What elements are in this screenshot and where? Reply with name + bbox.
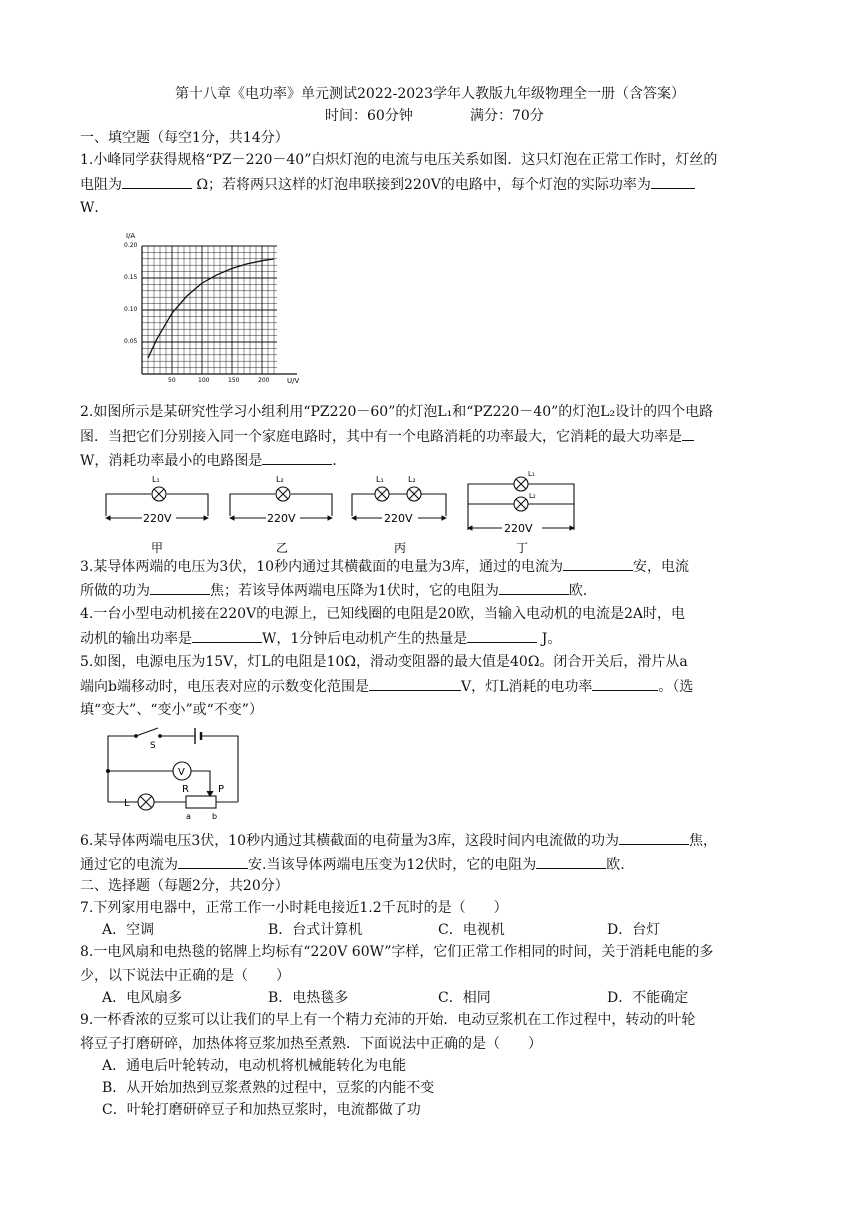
q2-line1: 2.如图所示是某研究性学习小组利用“PZ220－60”的灯泡L₁和“PZ220－40”的灯泡L₂设计的四个电路 <box>80 404 714 420</box>
q4-text-b: W，1分钟后电动机产生的热量是 <box>262 631 468 647</box>
q3-text-d: 焦；若该导体两端电压降为1伏时，它的电阻为 <box>210 583 499 599</box>
q3-text-e: 欧． <box>568 583 597 599</box>
q7-option-b[interactable]: B．台式计算机 <box>268 922 363 938</box>
q3-line1 <box>80 556 689 577</box>
q2-line2 <box>80 426 694 447</box>
yi-voltage: 220V <box>267 512 296 525</box>
q3-text-a: 3.某导体两端的电压为3伏，10秒内通过其横截面的电量为3库，通过的电流为 <box>80 559 563 575</box>
q6-line1 <box>80 830 717 851</box>
q6-line2 <box>80 854 625 875</box>
q4-line1: 4.一台小型电动机接在220V的电源上，已知线圈的电阻是20欧，当输入电动机的电流是2A时，电 <box>80 606 686 622</box>
q3-text-c: 所做的功为 <box>80 583 150 599</box>
switch-label: S <box>150 741 156 751</box>
x-tick-50: 50 <box>168 377 176 384</box>
q6-text-d: 安.当该导体两端电压变为12伏时，它的电阻为 <box>248 857 537 873</box>
iu-curve <box>148 259 274 358</box>
four-circuits-diagram <box>96 468 586 558</box>
q7-stem: 7.下列家用电器中，正常工作一小时耗电接近1.2千瓦时的是（ ） <box>80 900 508 916</box>
bing-l2-label: L₂ <box>408 475 416 484</box>
q1-blank-resistance[interactable] <box>122 174 192 189</box>
q5-text-c: 。（选 <box>658 679 694 695</box>
q6-text-a: 6.某导体两端电压3伏，10秒内通过其横截面的电荷量为3库，这段时间内电流做的功为 <box>80 833 619 849</box>
q5-blank-power-change[interactable] <box>592 676 658 691</box>
circuit-name-ding: 丁 <box>516 541 529 555</box>
q8-line2: 少，以下说法中正确的是（ ） <box>80 968 290 984</box>
q4-line2 <box>80 628 561 649</box>
q1-text-b: Ω；若将两只这样的灯泡串联接到220V的电路中，每个灯泡的实际功率为 <box>192 177 651 193</box>
q1-blank-power[interactable] <box>651 174 695 189</box>
q6-text-b: 焦， <box>688 833 717 849</box>
y-tick-0.20: 0.20 <box>124 242 138 249</box>
q7-option-c[interactable]: C．电视机 <box>438 922 505 938</box>
q6-text-c: 通过它的电流为 <box>80 857 178 873</box>
bing-voltage: 220V <box>384 512 413 525</box>
q4-text-a: 动机的输出功率是 <box>80 631 192 647</box>
end-a-label: a <box>186 812 191 821</box>
x-tick-150: 150 <box>228 377 240 384</box>
q5-line3: 填“变大”、“变小”或“不变”） <box>80 702 263 718</box>
ding-l2-label: L₂ <box>529 492 536 500</box>
q5-line1: 5.如图，电源电压为15V，灯L的电阻是10Ω，滑动变阻器的最大值是40Ω。闭合开关后，滑片从a <box>80 654 688 670</box>
x-axis-label: U/V <box>287 377 300 385</box>
circuit-name-yi: 乙 <box>276 541 289 555</box>
jia-voltage: 220V <box>143 512 172 525</box>
q8-option-b[interactable]: B．电热毯多 <box>268 990 349 1006</box>
end-b-label: b <box>212 812 218 821</box>
y-tick-0.10: 0.10 <box>124 306 138 313</box>
q3-blank-resistance[interactable] <box>499 580 569 595</box>
q2-text: 图．当把它们分别接入同一个家庭电路时，其中有一个电路消耗的功率最大，它消耗的最大功率是 <box>80 429 682 445</box>
q1-line2 <box>80 174 695 195</box>
q7-option-a[interactable]: A．空调 <box>102 922 155 938</box>
q2-blank-min-circuit[interactable] <box>262 450 332 465</box>
iu-graph <box>112 226 302 386</box>
q3-text-b: 安，电流 <box>633 559 689 575</box>
section-heading-choice: 二、选择题（每题2分，共20分） <box>80 878 289 894</box>
q5-text-b: V，灯L消耗的电功率 <box>460 679 593 695</box>
q6-text-e: 欧. <box>606 857 625 873</box>
q8-option-d[interactable]: D．不能确定 <box>607 990 689 1006</box>
ding-voltage: 220V <box>504 522 533 535</box>
q1-text-a: 电阻为 <box>80 177 122 193</box>
section-heading-fill-blank: 一、填空题（每空1分，共14分） <box>80 130 289 146</box>
q9-line1: 9.一杯香浓的豆浆可以让我们的早上有一个精力充沛的开始．电动豆浆机在工作过程中，转动的叶轮 <box>80 1012 696 1028</box>
voltmeter-label: V <box>178 767 185 778</box>
ding-l1-label: L₁ <box>528 470 535 478</box>
exam-score: 满分：70分 <box>470 108 544 124</box>
q5-blank-voltage-range[interactable] <box>369 676 461 691</box>
q3-blank-work[interactable] <box>150 580 210 595</box>
q3-line2 <box>80 580 597 601</box>
q9-option-c[interactable]: C．叶轮打磨研碎豆子和加热豆浆时，电流都做了功 <box>102 1102 421 1118</box>
q4-blank-output-power[interactable] <box>192 628 262 643</box>
q4-blank-heat[interactable] <box>467 628 537 643</box>
q9-option-a[interactable]: A．通电后叶轮转动，电动机将机械能转化为电能 <box>102 1058 407 1074</box>
graph-grid <box>142 246 277 374</box>
q6-blank-current[interactable] <box>178 854 248 869</box>
q5-line2 <box>80 676 693 697</box>
q7-option-d[interactable]: D．台灯 <box>607 922 661 938</box>
q8-line1: 8.一电风扇和电热毯的铭牌上均标有“220V 60W”字样，它们正常工作相同的时间，关于消耗电能的多 <box>80 944 714 960</box>
q9-line2: 将豆子打磨研碎，加热体将豆浆加热至煮熟．下面说法中正确的是（ ） <box>80 1036 542 1052</box>
jia-l1-label: L₁ <box>152 475 160 484</box>
q5-text-a: 端向b端移动时，电压表对应的示数变化范围是 <box>80 679 369 695</box>
q8-option-a[interactable]: A．电风扇多 <box>102 990 183 1006</box>
lamp-label: L <box>124 798 130 809</box>
rheostat-label: R <box>182 784 189 795</box>
y-axis-label: I/A <box>126 232 136 240</box>
q6-blank-work[interactable] <box>619 830 689 845</box>
q2-text-b: ． <box>332 453 347 469</box>
x-tick-100: 100 <box>198 377 210 384</box>
q1-line1: 1.小峰同学获得规格“PZ－220－40”白炽灯泡的电流与电压关系如图．这只灯泡在正常工作时，灯丝的 <box>80 152 718 168</box>
circuit-name-jia: 甲 <box>151 541 164 555</box>
q8-option-c[interactable]: C．相同 <box>438 990 491 1006</box>
exam-time: 时间：60分钟 <box>325 108 413 124</box>
q6-blank-resistance[interactable] <box>536 854 606 869</box>
bing-l1-label: L₁ <box>376 475 384 484</box>
q3-blank-current[interactable] <box>563 556 633 571</box>
q2-text-a: W，消耗功率最小的电路图是 <box>80 453 263 469</box>
q2-blank-max-power[interactable] <box>682 426 694 441</box>
q1-line3: W． <box>80 200 109 216</box>
y-tick-0.15: 0.15 <box>124 274 138 281</box>
q9-option-b[interactable]: B．从开始加热到豆浆煮熟的过程中，豆浆的内能不变 <box>102 1080 435 1096</box>
q4-text-c: J。 <box>537 631 562 647</box>
yi-l2-label: L₂ <box>276 475 284 484</box>
circuit-name-bing: 丙 <box>394 541 407 555</box>
slider-label: P <box>218 784 225 795</box>
page-title: 第十八章《电功率》单元测试2022-2023学年人教版九年级物理全一册（含答案） <box>175 86 685 102</box>
y-tick-0.05: 0.05 <box>124 338 138 345</box>
q5-circuit-diagram <box>100 724 250 824</box>
x-tick-200: 200 <box>258 377 270 384</box>
